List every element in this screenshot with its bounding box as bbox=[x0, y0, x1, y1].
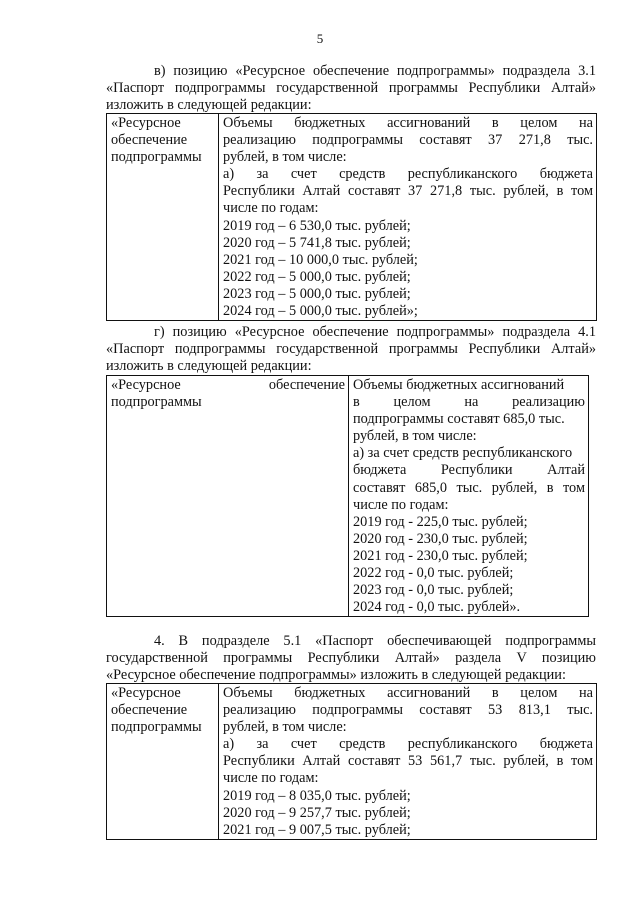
cell-line: 2022 год – 5 000,0 тыс. рублей; bbox=[223, 268, 411, 285]
cell-line: «Ресурсное bbox=[111, 115, 181, 131]
paragraph-line: изложить в следующей редакции: bbox=[106, 96, 312, 113]
cell-line: 2021 год – 10 000,0 тыс. рублей; bbox=[223, 251, 418, 268]
cell-line: числе по годам: bbox=[223, 770, 319, 787]
cell-line: 2019 год - 225,0 тыс. рублей; bbox=[353, 513, 528, 530]
cell-line: 2020 год – 5 741,8 тыс. рублей; bbox=[223, 234, 411, 251]
cell-line: 2022 год - 0,0 тыс. рублей; bbox=[353, 565, 514, 582]
paragraph-g bbox=[106, 324, 596, 375]
cell-line: бюджета Республики Алтай bbox=[353, 462, 585, 479]
cell-line: «Ресурсное обеспечение bbox=[111, 377, 345, 393]
cell-line: подпрограммы bbox=[111, 149, 202, 166]
paragraph-line: 4. В подразделе 5.1 «Паспорт обеспечивающей подпрограммы bbox=[154, 633, 596, 649]
cell-line: 2023 год - 0,0 тыс. рублей; bbox=[353, 582, 514, 599]
page-number: 5 bbox=[316, 31, 324, 46]
cell-line: подпрограммы bbox=[111, 719, 202, 736]
cell-line: 2024 год – 5 000,0 тыс. рублей»; bbox=[223, 303, 418, 320]
cell-line: а) за счет средств республиканского бюджета bbox=[223, 166, 593, 183]
cell-line: числе по годам: bbox=[223, 200, 319, 217]
cell-line: рублей, в том числе: bbox=[223, 719, 347, 736]
cell-line: 2020 год – 9 257,7 тыс. рублей; bbox=[223, 804, 411, 821]
paragraph-line: государственной программы Республики Алтай» раздела V позицию bbox=[106, 649, 596, 666]
cell-line: подпрограммы составят 685,0 тыс. bbox=[353, 411, 565, 428]
cell-line: в целом на реализацию bbox=[353, 394, 585, 411]
paragraph-4 bbox=[106, 633, 596, 684]
cell-line: 2019 год – 8 035,0 тыс. рублей; bbox=[223, 787, 411, 804]
cell-line: подпрограммы bbox=[111, 394, 202, 411]
cell-line: «Ресурсное bbox=[111, 685, 181, 701]
cell-line: рублей, в том числе: bbox=[353, 428, 477, 445]
cell-line: составят 685,0 тыс. рублей, в том bbox=[353, 479, 585, 496]
cell-line: Объемы бюджетных ассигнований в целом на bbox=[223, 115, 593, 131]
cell-line: обеспечение bbox=[111, 702, 188, 719]
cell-line: Республики Алтай составят 37 271,8 тыс. рублей, в том bbox=[223, 183, 593, 200]
table-cell-value bbox=[219, 684, 597, 840]
cell-line: а) за счет средств республиканского бюджета bbox=[223, 736, 593, 753]
cell-line: 2020 год - 230,0 тыс. рублей; bbox=[353, 530, 528, 547]
cell-line: Республики Алтай составят 53 561,7 тыс. рублей, в том bbox=[223, 753, 593, 770]
resource-table-1 bbox=[106, 113, 597, 321]
paragraph-line: «Паспорт подпрограммы государственной программы Республики Алтай» bbox=[106, 79, 596, 96]
cell-line: 2021 год – 9 007,5 тыс. рублей; bbox=[223, 821, 411, 838]
cell-line: рублей, в том числе: bbox=[223, 149, 347, 166]
table-cell-label bbox=[107, 376, 349, 617]
cell-line: Объемы бюджетных ассигнований в целом на bbox=[223, 685, 593, 701]
cell-line: 2024 год - 0,0 тыс. рублей». bbox=[353, 599, 521, 616]
cell-line: обеспечение bbox=[111, 132, 188, 149]
table-cell-value bbox=[219, 114, 597, 321]
table-row bbox=[107, 114, 597, 321]
cell-line: Объемы бюджетных ассигнований bbox=[353, 377, 565, 393]
table-cell-value bbox=[349, 376, 589, 617]
paragraph-v bbox=[106, 63, 596, 114]
resource-table-2 bbox=[106, 375, 589, 617]
paragraph-line: «Ресурсное обеспечение подпрограммы» изложить в следующей редакции: bbox=[106, 666, 566, 683]
table-cell-label bbox=[107, 114, 219, 321]
table-cell-label bbox=[107, 684, 219, 840]
table-row bbox=[107, 376, 589, 617]
resource-table-3 bbox=[106, 683, 597, 840]
paragraph-line: г) позицию «Ресурсное обеспечение подпрограммы» подраздела 4.1 bbox=[154, 324, 596, 340]
paragraph-line: изложить в следующей редакции: bbox=[106, 357, 312, 374]
cell-line: 2023 год – 5 000,0 тыс. рублей; bbox=[223, 285, 411, 302]
paragraph-line: «Паспорт подпрограммы государственной программы Республики Алтай» bbox=[106, 340, 596, 357]
cell-line: 2021 год - 230,0 тыс. рублей; bbox=[353, 547, 528, 564]
cell-line: а) за счет средств республиканского bbox=[353, 445, 573, 462]
cell-line: числе по годам: bbox=[353, 496, 449, 513]
cell-line: реализацию подпрограммы составят 37 271,8 тыс. bbox=[223, 132, 593, 149]
cell-line: 2019 год – 6 530,0 тыс. рублей; bbox=[223, 217, 411, 234]
cell-line: реализацию подпрограммы составят 53 813,1 тыс. bbox=[223, 702, 593, 719]
paragraph-line: в) позицию «Ресурсное обеспечение подпрограммы» подраздела 3.1 bbox=[154, 63, 596, 79]
table-row bbox=[107, 684, 597, 840]
